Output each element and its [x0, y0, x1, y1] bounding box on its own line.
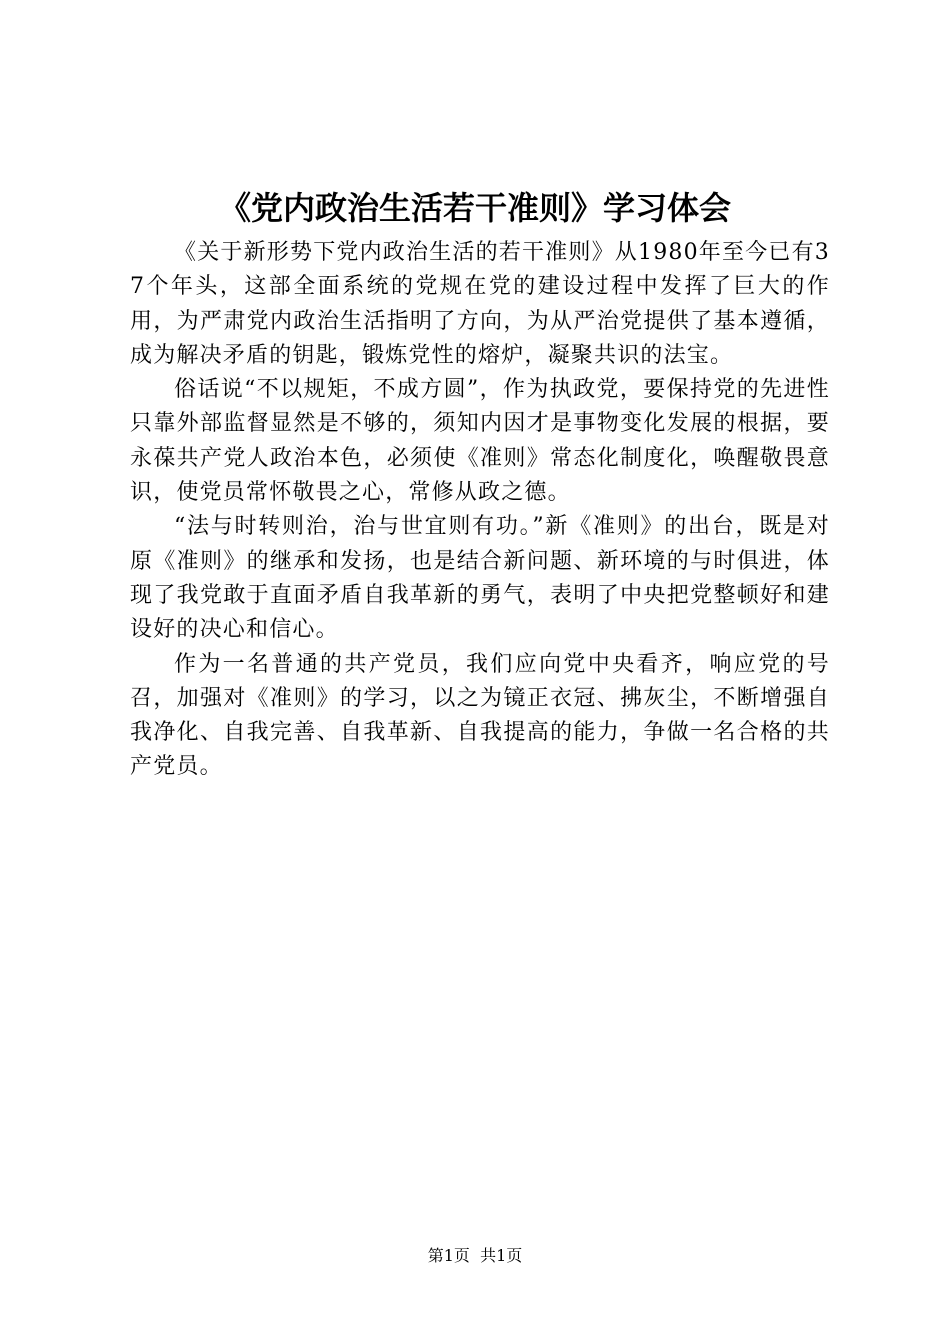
page-number-footer: 第1页 共1页	[427, 1246, 523, 1265]
document-title: 《党内政治生活若干准则》学习体会	[218, 189, 731, 227]
document-body	[130, 236, 830, 785]
paragraph-1: 《关于新形势下党内政治生活的若干准则》从1980年至今已有37个年头，这部全面系统的党规在党的建设过程中发挥了巨大的作用，为严肃党内政治生活指明了方向，为从严治党提供了基本遵循，成为解决矛盾的钥匙，锻炼党性的熔炉，凝聚共识的法宝。	[130, 240, 830, 368]
paragraph-3: “法与时转则治，治与世宜则有功。”新《准则》的出台，既是对原《准则》的继承和发扬，也是结合新问题、新环境的与时俱进，体现了我党敢于直面矛盾自我革新的勇气，表明了中央把党整顿好和建设好的决心和信心。	[130, 514, 830, 643]
paragraph-2: 俗话说“不以规矩，不成方圆”，作为执政党，要保持党的先进性只靠外部监督显然是不够的，须知内因才是事物变化发展的根据，要永葆共产党人政治本色，必须使《准则》常态化制度化，唤醒敬畏意识，使党员常怀敬畏之心，常修从政之德。	[130, 377, 830, 506]
paragraph-4: 作为一名普通的共产党员，我们应向党中央看齐，响应党的号召，加强对《准则》的学习，以之为镜正衣冠、拂灰尘，不断增强自我净化、自我完善、自我革新、自我提高的能力，争做一名合格的共产党员。	[130, 651, 830, 780]
